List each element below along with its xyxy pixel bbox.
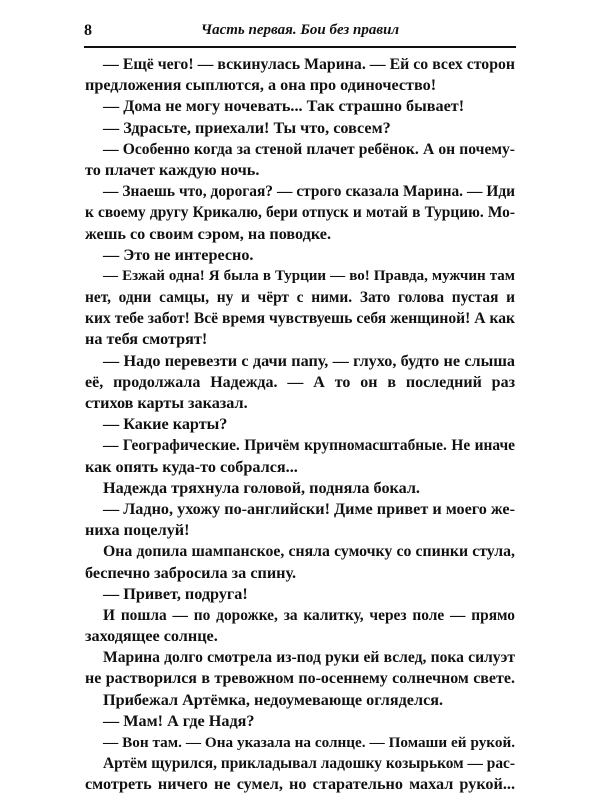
text-line: — Привет, подруга!: [103, 584, 248, 603]
text-line: — Особенно когда за стеной плачет ребёнок. А он почему-: [103, 140, 515, 158]
text-line: Прибежал Артёмка, недоумевающе огляделся.: [103, 690, 444, 709]
text-line: — Здрасьте, приехали! Ты что, совсем?: [103, 118, 391, 137]
header-rule: [84, 46, 516, 48]
body-text: [85, 54, 515, 796]
text-line: стихов карты заказал.: [85, 394, 248, 412]
text-line: — Географические. Причём крупномасштабные. Не иначе: [103, 437, 515, 455]
text-line: как опять куда-то собрался...: [85, 457, 298, 476]
text-line: её, продолжала Надежда. — А то он в последний раз: [85, 373, 515, 391]
page-number: 8: [84, 22, 92, 39]
text-line: ких тебе забот! Всё время чувствуешь себя женщиной! А как: [85, 310, 515, 328]
text-line: Артём щурился, прикладывал ладошку козырьком — рас-: [103, 755, 515, 773]
text-line: — Дома не могу ночевать... Так страшно бывает!: [103, 97, 465, 116]
text-line: — Вон там. — Она указала на солнце. — Помаши ей рукой.: [103, 734, 515, 751]
text-line: ниха поцелуй!: [85, 521, 190, 540]
text-line: — Ещё чего! — вскинулась Марина. — Ей со всех сторон: [103, 56, 515, 73]
text-line: к своему другу Крикалю, бери отпуск и мотай в Турцию. Мо-: [85, 204, 515, 222]
text-line: — Езжай одна! Я была в Турции — во! Правда, мужчин там: [103, 267, 515, 284]
text-line: нет, одни самцы, ну и чёрт с ними. Зато голова пустая и: [85, 289, 515, 307]
text-line: — Это не интересно.: [103, 245, 254, 264]
text-line: заходящее солнце.: [85, 627, 218, 646]
text-line: Надежда тряхнула головой, подняла бокал.: [103, 478, 420, 497]
text-line: не растворился в тревожном по-осеннему солнечном свете.: [85, 670, 515, 688]
text-line: беспечно забросила за спину.: [85, 563, 297, 582]
text-line: — Какие карты?: [103, 415, 228, 434]
text-line: то плачет каждую ночь.: [85, 160, 260, 179]
text-line: — Надо перевезти с дачи папу, — глухо, будто не слыша: [103, 351, 515, 370]
text-line: предложения сыплются, а она про одиночество!: [85, 76, 437, 95]
page-header: [84, 22, 516, 44]
text-line: на тебя смотрят!: [85, 330, 208, 349]
text-line: И пошла — по дорожке, за калитку, через поле — прямо: [103, 606, 515, 624]
text-line: смотреть ничего не сумел, но старательно махал рукой...: [85, 775, 515, 794]
text-line: жешь со своим сэром, на поводке.: [85, 224, 331, 243]
text-line: Марина долго смотрела из-под руки ей вслед, пока силуэт: [103, 649, 515, 667]
text-line: — Ладно, ухожу по-английски! Диме привет и моего же-: [103, 499, 515, 518]
text-line: Она допила шампанское, сняла сумочку со спинки стула,: [103, 543, 515, 561]
text-line: — Знаешь что, дорогая? — строго сказала Марина. — Иди: [103, 183, 515, 201]
running-title: Часть первая. Бои без правил: [200, 22, 400, 38]
text-line: — Мам! А где Надя?: [103, 711, 255, 730]
